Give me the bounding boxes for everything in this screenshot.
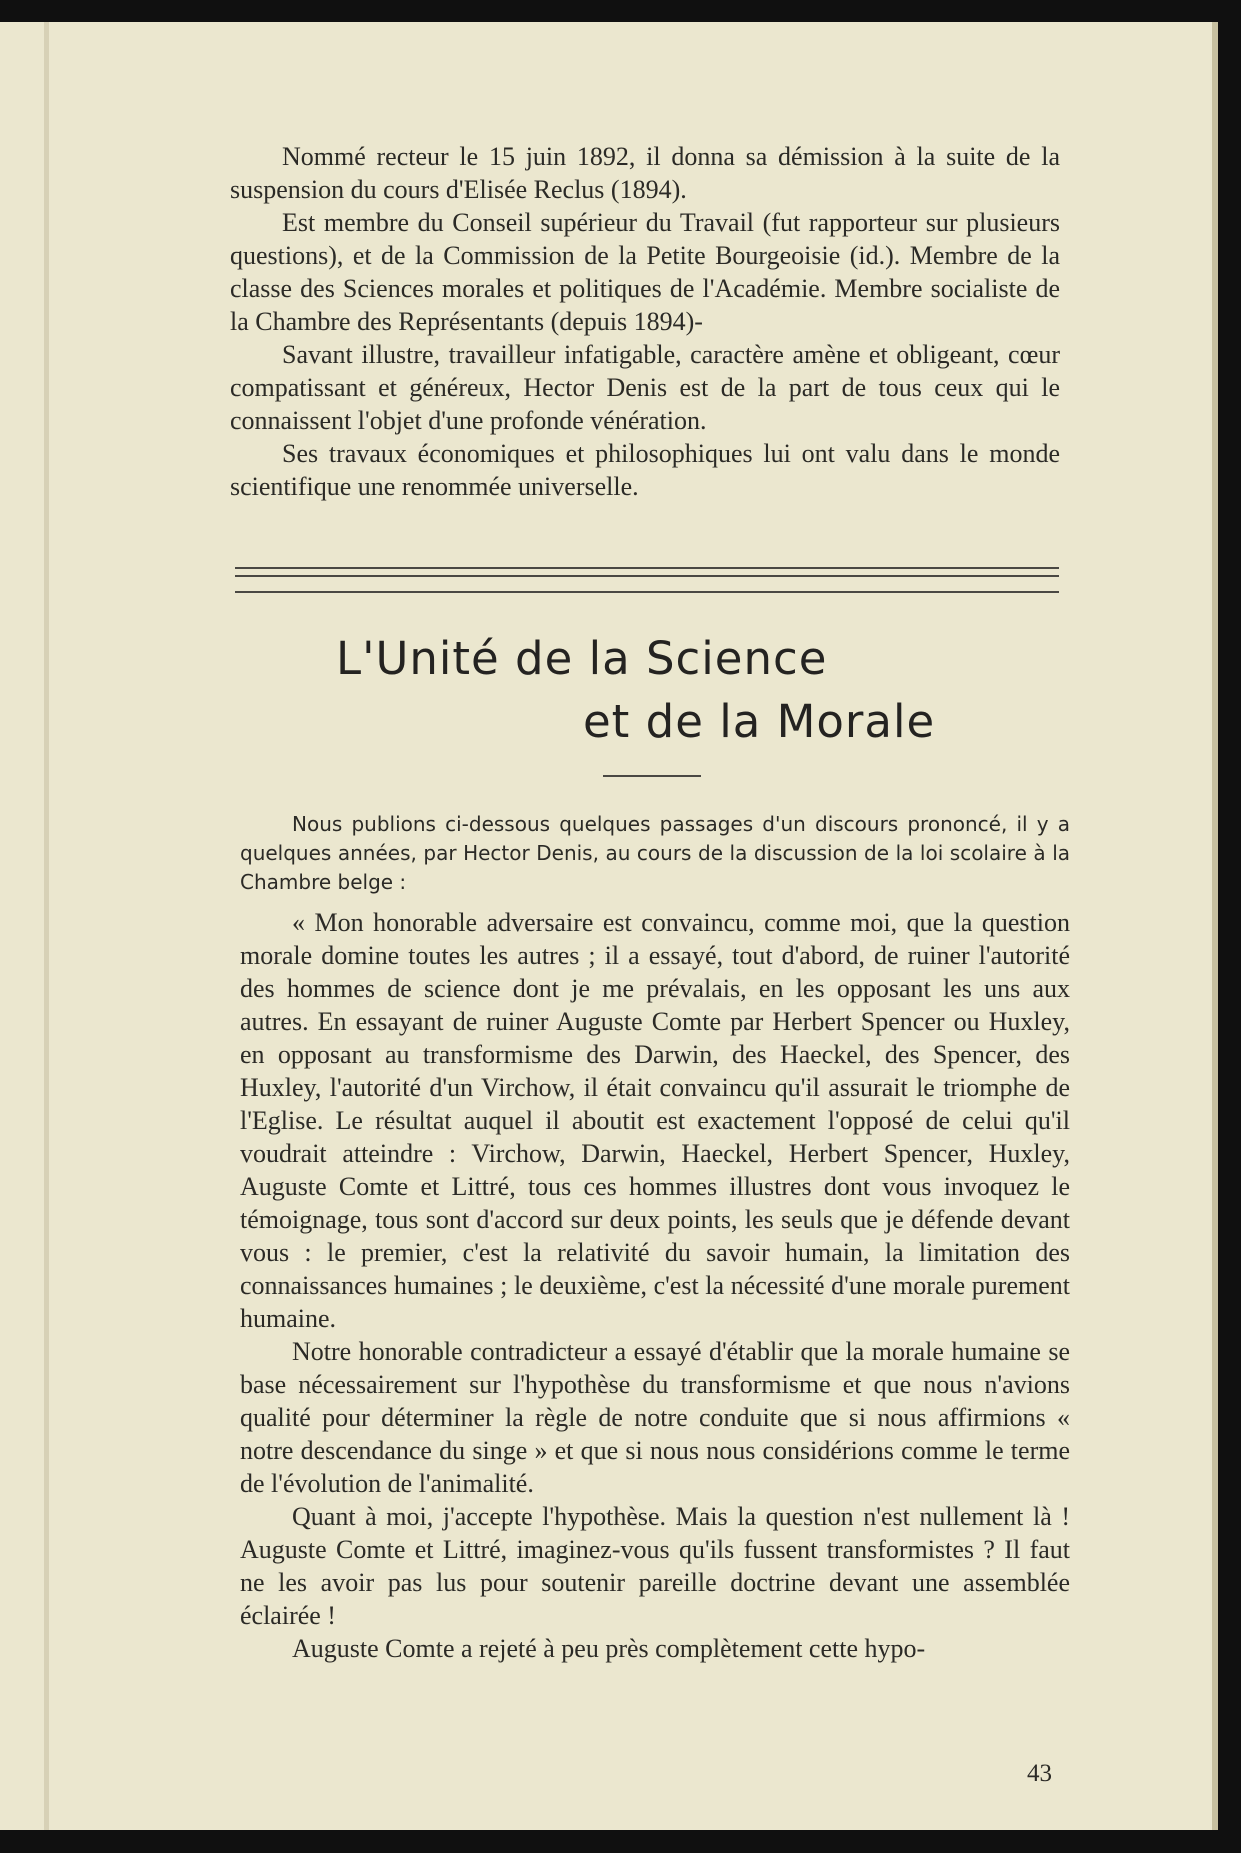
page-number: 43 — [1027, 1760, 1052, 1787]
article-intro — [240, 810, 1070, 897]
speech-paragraph: Quant à moi, j'accepte l'hypothèse. Mais la question n'est nullement là ! Auguste Comte et Littré, imaginez-vous qu'ils fussent transformistes ? Il faut ne les avoir pas lus pour soutenir pareille doctrine devant une assemblée éclairée ! — [240, 1502, 1070, 1630]
biography-section — [230, 140, 1060, 503]
speech-paragraph: « Mon honorable adversaire est convaincu, comme moi, que la question morale domine toutes les autres ; il a essayé, tout d'abord, de ruiner l'autorité des hommes de science dont je me prévalais, en les opposant les uns aux autres. En essayant de ruiner Auguste Comte par Herbert Spencer ou Huxley, en opposant au transformisme des Darwin, des Haeckel, des Spencer, des Huxley, l'autorité d'un Virchow, il était convaincu qu'il assurait le triomphe de l'Eglise. Le résultat auquel il aboutit est exactement l'opposé de celui qu'il voudrait atteindre : Virchow, Darwin, Haeckel, Herbert Spencer, Huxley, Auguste Comte et Littré, tous ces hommes illustres dont vous invoquez le témoignage, tous sont d'accord sur deux points, les seuls que je défende devant vous : le premier, c'est la relativité du savoir humain, la limitation des connaissances humaines ; le deuxième, c'est la nécessité d'une morale purement humaine. — [240, 908, 1070, 1333]
speech-paragraph: Auguste Comte a rejeté à peu près complètement cette hypo- — [292, 1634, 926, 1663]
document-page — [0, 22, 1218, 1830]
section-divider — [235, 591, 1059, 593]
bio-paragraph: Ses travaux économiques et philosophiques lui ont valu dans le monde scientifique une renommée universelle. — [230, 439, 1060, 501]
section-divider — [235, 575, 1059, 577]
article-title-line-2: et de la Morale — [583, 695, 936, 748]
intro-paragraph: Nous publions ci-dessous quelques passages d'un discours prononcé, il y a quelques années, par Hector Denis, au cours de la discussion de la loi scolaire à la Chambre belge : — [240, 812, 1070, 894]
speech-section — [240, 906, 1070, 1665]
bio-paragraph: Nommé recteur le 15 juin 1892, il donna sa démission à la suite de la suspension du cours d'Elisée Reclus (1894). — [230, 142, 1060, 204]
speech-paragraph: Notre honorable contradicteur a essayé d'établir que la morale humaine se base nécessairement sur l'hypothèse du transformisme et que nous n'avions qualité pour déterminer la règle de notre conduite que si nous affirmions « notre descendance du singe » et que si nous nous considérions comme le terme de l'évolution de l'animalité. — [240, 1337, 1070, 1498]
section-divider — [235, 567, 1059, 569]
article-title-line-1: L'Unité de la Science — [336, 632, 828, 685]
title-divider — [603, 775, 701, 777]
bio-paragraph: Est membre du Conseil supérieur du Travail (fut rapporteur sur plusieurs questions), et de la Commission de la Petite Bourgeoisie (id.). Membre de la classe des Sciences morales et politiques de l'Académie. Membre socialiste de la Chambre des Représentants (depuis 1894)- — [230, 208, 1060, 336]
bio-paragraph: Savant illustre, travailleur infatigable, caractère amène et obligeant, cœur compatissant et généreux, Hector Denis est de la part de tous ceux qui le connaissent l'objet d'une profonde vénération. — [230, 340, 1060, 435]
